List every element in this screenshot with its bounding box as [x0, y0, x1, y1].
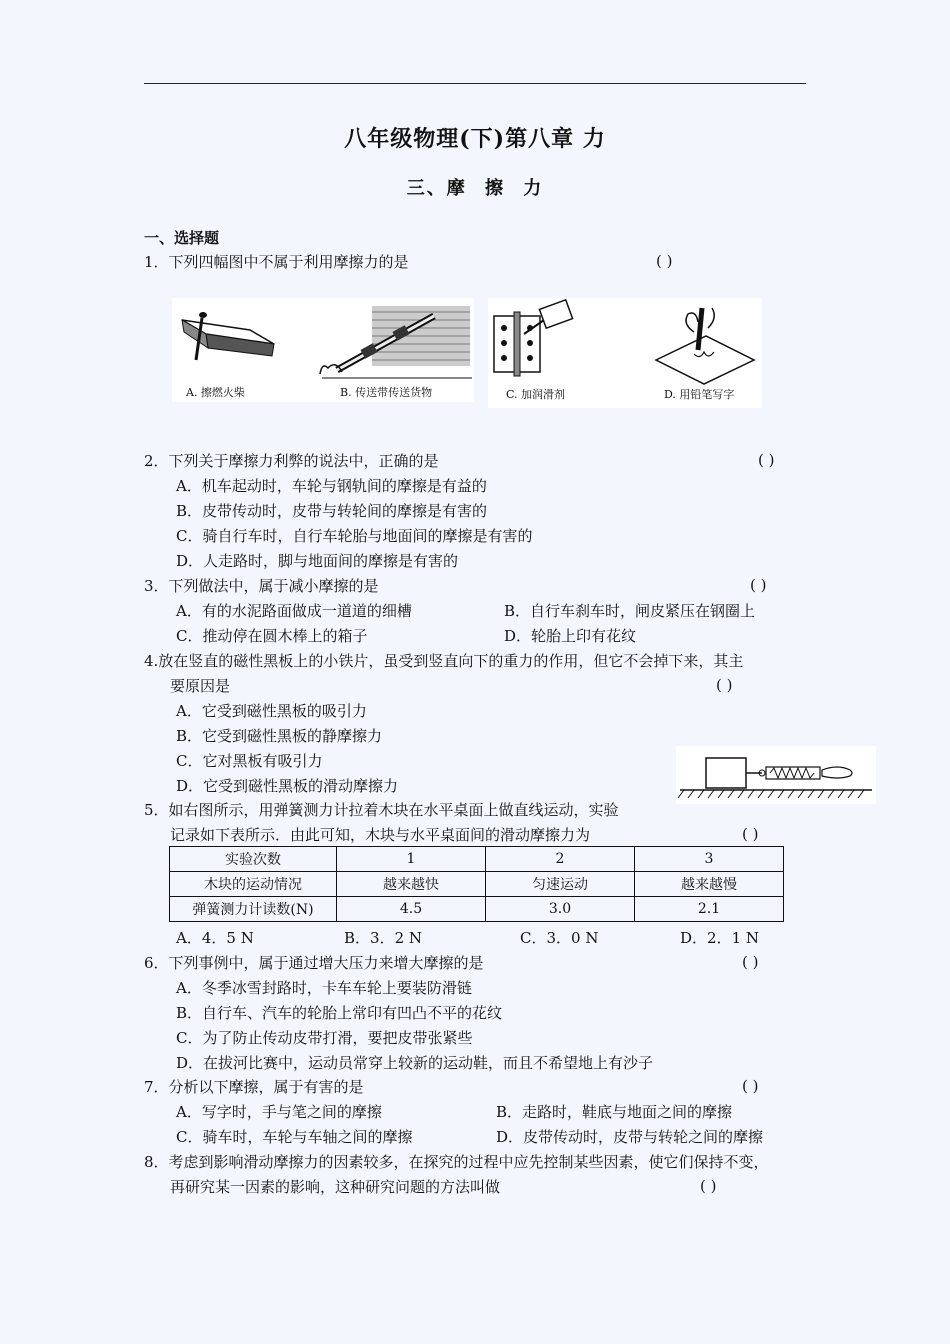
q7-option-a[interactable]: A．写字时，手与笔之间的摩擦 [176, 1103, 382, 1121]
table-cell: 3.0 [486, 897, 635, 922]
caption-b: B. 传送带传送货物 [340, 386, 433, 399]
q6-option-b[interactable]: B．自行车、汽车的轮胎上常印有凹凸不平的花纹 [176, 1004, 503, 1022]
q5-option-a[interactable]: A．4．5 N [176, 929, 254, 947]
q6-option-a[interactable]: A．冬季冰雪封路时，卡车车轮上要装防滑链 [176, 979, 472, 997]
q5-stem-line1: 5．如右图所示，用弹簧测力计拉着木块在水平桌面上做直线运动，实验 [144, 801, 619, 819]
q8-stem-line1: 8．考虑到影响滑动摩擦力的因素较多，在探究的过程中应先控制某些因素，使它们保持不变， [144, 1153, 769, 1171]
q7-option-c[interactable]: C．骑车时，车轮与车轴之间的摩擦 [176, 1128, 413, 1146]
table-cell: 2 [486, 847, 635, 872]
q2-stem: 2．下列关于摩擦力利弊的说法中，正确的是 [144, 452, 439, 470]
q8-answer-blank[interactable]: ( ) [700, 1177, 717, 1195]
q4-option-a[interactable]: A．它受到磁性黑板的吸引力 [176, 702, 367, 720]
table-row [170, 847, 784, 872]
q2-option-d[interactable]: D．人走路时，脚与地面间的摩擦是有害的 [176, 552, 459, 570]
table-cell: 2.1 [635, 897, 784, 922]
q3-option-d[interactable]: D．轮胎上印有花纹 [504, 627, 637, 645]
table-cell: 木块的运动情况 [170, 872, 337, 897]
q4-option-c[interactable]: C．它对黑板有吸引力 [176, 752, 323, 770]
q1-figure-cd [488, 298, 762, 408]
q6-option-c[interactable]: C．为了防止传动皮带打滑，要把皮带张紧些 [176, 1029, 473, 1047]
table-row [170, 897, 784, 922]
q7-option-b[interactable]: B．走路时，鞋底与地面之间的摩擦 [496, 1103, 733, 1121]
q7-stem: 7．分析以下摩擦，属于有害的是 [144, 1078, 364, 1096]
q2-option-a[interactable]: A．机车起动时，车轮与钢轨间的摩擦是有益的 [176, 477, 487, 495]
q3-stem: 3．下列做法中，属于减小摩擦的是 [144, 577, 379, 595]
table-cell: 越来越慢 [635, 872, 784, 897]
q3-answer-blank[interactable]: ( ) [750, 576, 767, 594]
q6-answer-blank[interactable]: ( ) [742, 953, 759, 971]
q5-figure [676, 746, 876, 804]
q8-stem-line2: 再研究某一因素的影响，这种研究问题的方法叫做 [170, 1178, 501, 1196]
table-row [170, 872, 784, 897]
table-cell: 实验次数 [170, 847, 337, 872]
q3-option-a[interactable]: A．有的水泥路面做成一道道的细槽 [176, 602, 412, 620]
header-rule [144, 83, 806, 84]
q6-option-d[interactable]: D．在拔河比赛中，运动员常穿上较新的运动鞋，而且不希望地上有沙子 [176, 1054, 654, 1072]
page-title: 八年级物理(下)第八章 力 [344, 126, 606, 152]
table-cell: 匀速运动 [486, 872, 635, 897]
table-cell: 1 [337, 847, 486, 872]
section-heading: 一、选择题 [144, 229, 220, 247]
q2-answer-blank[interactable]: ( ) [758, 451, 775, 469]
q5-option-c[interactable]: C．3．0 N [520, 929, 599, 947]
table-cell: 4.5 [337, 897, 486, 922]
q4-option-d[interactable]: D．它受到磁性黑板的滑动摩擦力 [176, 777, 399, 795]
q1-answer-blank[interactable]: ( ) [656, 252, 673, 270]
q5-answer-blank[interactable]: ( ) [742, 825, 759, 843]
spring-scale-block-illustration [676, 746, 876, 804]
q4-stem-line1: 4.放在竖直的磁性黑板上的小铁片，虽受到竖直向下的重力的作用，但它不会掉下来，其主 [144, 652, 744, 670]
q5-stem-line2: 记录如下表所示．由此可知，木块与水平桌面间的滑动摩擦力为 [170, 826, 591, 844]
q5-data-table [169, 846, 784, 922]
q5-option-b[interactable]: B．3．2 N [344, 929, 423, 947]
q7-answer-blank[interactable]: ( ) [742, 1077, 759, 1095]
q6-stem: 6．下列事例中，属于通过增大压力来增大摩擦的是 [144, 954, 484, 972]
q3-option-b[interactable]: B．自行车刹车时，闸皮紧压在钢圈上 [504, 602, 756, 620]
table-cell: 越来越快 [337, 872, 486, 897]
q3-option-c[interactable]: C．推动停在圆木棒上的箱子 [176, 627, 368, 645]
caption-d: D. 用铅笔写字 [664, 388, 735, 401]
table-cell: 弹簧测力计读数(N) [170, 897, 337, 922]
q4-option-b[interactable]: B．它受到磁性黑板的静摩擦力 [176, 727, 383, 745]
q2-option-c[interactable]: C．骑自行车时，自行车轮胎与地面间的摩擦是有害的 [176, 527, 533, 545]
q4-answer-blank[interactable]: ( ) [716, 676, 733, 694]
table-cell: 3 [635, 847, 784, 872]
caption-a: A. 擦燃火柴 [186, 386, 245, 399]
q5-option-d[interactable]: D．2．1 N [680, 929, 760, 947]
page-subtitle: 三、摩 擦 力 [406, 178, 544, 199]
q2-option-b[interactable]: B．皮带传动时，皮带与转轮间的摩擦是有害的 [176, 502, 488, 520]
q1-figure-ab [172, 298, 474, 402]
q4-stem-line2: 要原因是 [170, 677, 231, 695]
q1-stem: 1．下列四幅图中不属于利用摩擦力的是 [144, 253, 409, 271]
q7-option-d[interactable]: D．皮带传动时，皮带与转轮之间的摩擦 [496, 1128, 764, 1146]
caption-c: C. 加润滑剂 [506, 388, 566, 401]
